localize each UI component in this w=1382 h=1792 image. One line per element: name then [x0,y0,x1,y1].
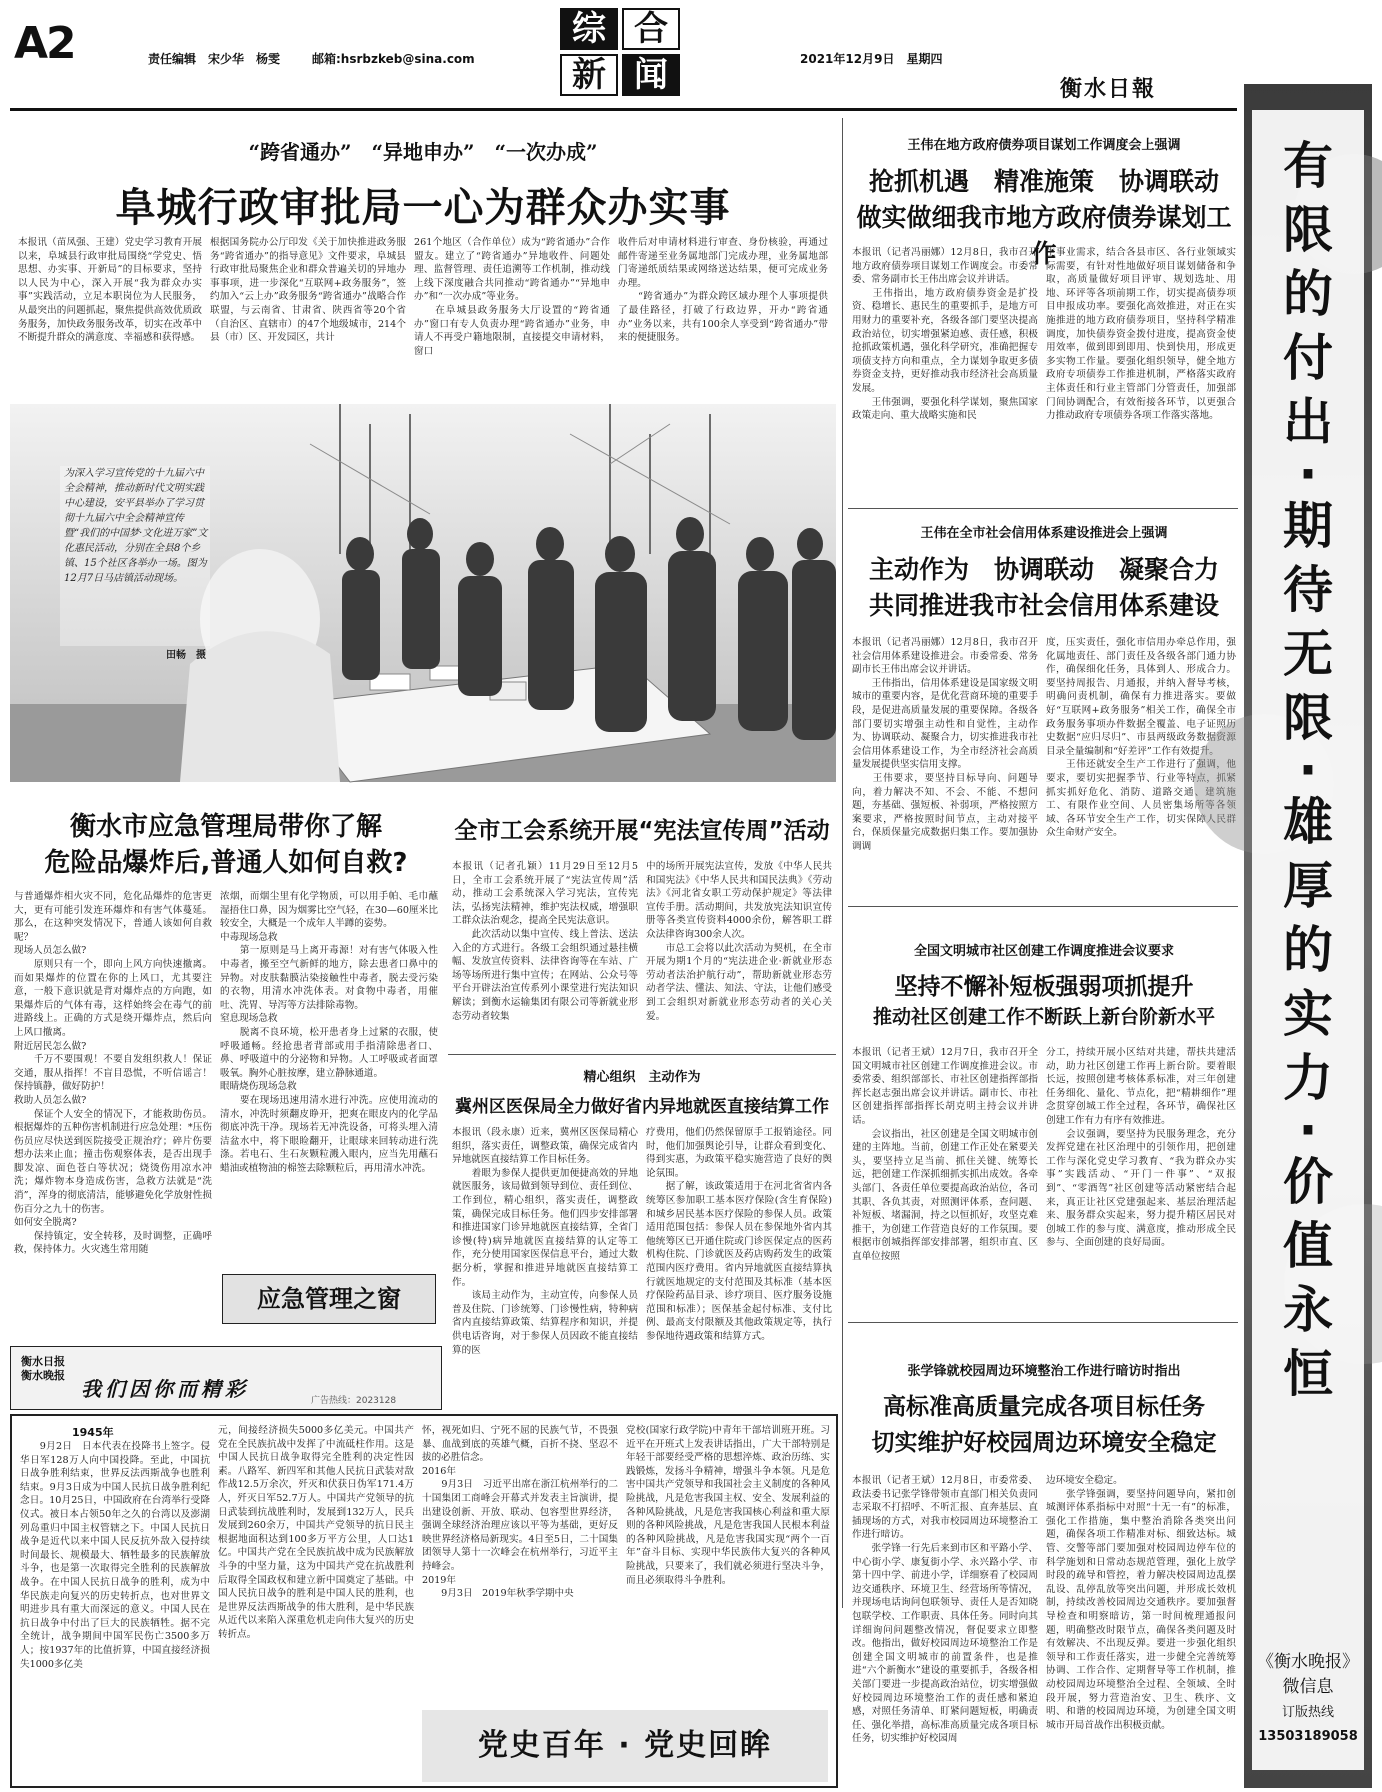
slogan-char: 厚 [1283,857,1333,915]
article-campus-kicker: 张学锋就校园周边环境整治工作进行暗访时指出 [907,1364,1181,1379]
ad-brand-daily: 衡水日报 [21,1355,65,1368]
article-emergency-col2: 浓烟，而烟尘里有化学物质，可以用手帕、毛巾蘸湿捂住口鼻，因为烟雾比空气轻，在30—60厘米比较安全，大概是一个成年人半蹲的姿势。 中毒现场急救 第一原则是马上离开毒源！对有害气体吸入性中毒者，搬至空气新鲜的地方，除去患者口鼻中的异物。对皮肤黏膜沾染接触性中毒者，脱去受污染的衣物，用清水冲洗体表。对食物中毒者，用催吐、洗胃、导泻等方法排除毒物。 窒息现场急救 脱离不良环境，松开患者身上过紧的衣服，使呼吸通畅。经抢患者背部或用手指清除患者口、鼻、呼吸道中的分泌物和异物。人工呼吸或者面罩吸氧。胸外心脏按摩，建立静脉通道。 眼睛烧伤现场急救 要在现场迅速用清水进行冲洗。应使用流动的清水，冲洗时须翻皮睁开，把爽在眼皮内的化学品彻底冲洗干净。现场若无冲洗设备，可将头埋入清洁盆水中，将下眼睑翻开，让眼球来回转动进行洗涤。若电石、生石灰颗粒溅入眼内，应当先用蘸石蜡油或植物油的棉签去除颗粒后，再用清水冲洗。 [220,891,438,1174]
section-char-2: 合 [622,8,680,50]
article-credit-col1: 本报讯（记者冯丽娜）12月8日，我市召开社会信用体系建设推进会。市委常委、常务副市长王伟出席会议并讲话。 王伟指出，信用体系建设是国家级文明城市的重要内容，是优化营商环境的重要手段，是促进高质量发展的重要保障。各级各部门要切实增强主动性和自觉性，主动作为、协调联动、凝聚合力，切实推进我市社会信用体系建设工作，为全市经济社会高质量发展提供坚实信用支撑。 王伟要求，要坚持目标导向、问题导向，着力解决不知、不会、不能、不想问题，夯基础、强短板、补弱项，严格按照方案要求，严格按照时间节点，主动对接平台，保质保量完成数据归集工作。要加强协调调 [852,637,1038,852]
slogan-char: 限 [1283,201,1333,259]
paper-ad [10,1346,442,1410]
article-fucheng-col3: 261个地区（合作单位）成为“跨省通办”合作盟友。建立了“跨省通办”异地收件、问题处理、监督管理、责任追溯等工作机制，推动线上线下深度融合共同推动“跨省通办”“异地申办”和“一次办成”等业务。 在阜城县政务服务大厅设置的“跨省通办”窗口有专人负责办理“跨省通办”业务，申请人不再受户籍地限制，直接提交申请材料，窗口 [414,237,610,357]
article-union-col2: 中的场所开展宪法宣传，发放《中华人民共和国宪法》《中华人民共和国民法典》《劳动法》《河北省女职工劳动保护规定》等法律宣传手册。活动期间，共发放宪法知识宣传册等各类宣传资料4000余份，解答职工群众法律咨询300余人次。 市总工会将以此次活动为契机，在全市开展为期1个月的“宪法进企业·新就业形态劳动者法治护航行动”，帮助新就业形态劳动者学法、懂法、知法、守法，让他们感受到工会组织对新就业形态劳动者的关心关爱。 [646,861,832,1022]
ad-hotline: 广告热线：2023128 [311,1396,397,1406]
side-ad-brand: 《衡水晚报》 [1257,1652,1359,1672]
section-logo [560,8,682,96]
article-community-title1: 坚持不懈补短板强弱项抓提升 [894,974,1194,1000]
article-union-col1: 本报讯（记者孔颖）11月29日至12月5日，全市工会系统开展了“宪法宣传周”活动，推动工会系统深入学习宪法，宣传宪法，弘扬宪法精神，维护宪法权威，增强职工群众法治观念，提高全民宪法意识。 此次活动以集中宣传、线上普法、送法入企的方式进行。各级工会组织通过悬挂横幅、发放宣传资料、法律咨询等在车站、广场等场所进行集中宣传；在网站、公众号等平台开辟法治宣传系列小课堂进行宪法知识解读；到衡水运输集团有限公司等新就业形态劳动者较集 [452,861,638,1022]
article-bonds-title1: 抢抓机遇 精准施策 协调联动 [868,167,1219,196]
slogan-char: 值 [1283,1217,1333,1275]
article-bonds-col1: 本报讯（记者冯丽娜）12月8日，我市召开地方政府债券项目谋划工作调度会。市委常委、常务副市长王伟出席会议并讲话。 王伟指出，地方政府债券资金是扩投资、稳增长、惠民生的重要抓手，是地方可用财力的重要补充，各级各部门要坚决提高政治站位，切实增强紧迫感、责任感，积极抢抓政策机遇，强化科学研究，准确把握专项债支持方向和重点，全力谋划争取更多债券资金支持，更好推动我市经济社会高质量发展。 王伟强调，要强化科学谋划，聚焦国家政策走向、重大战略实施和民 [852,247,1038,422]
slogan-char: 出 [1283,393,1333,451]
article-medical-title: 冀州区医保局全力做好省内异地就医直接结算工作 [455,1097,829,1117]
page-number: A2 [14,18,75,69]
article-emergency-title1: 衡水市应急管理局带你了解 [69,812,382,842]
history-year-1945: 1945年 [72,1426,114,1439]
slogan-char: 实 [1283,985,1333,1043]
slogan-char: 无 [1283,625,1333,683]
news-photo [10,404,836,782]
article-fucheng-col1: 本报讯（苗凤强、王建）党史学习教育开展以来，阜城县行政审批局围绕“学党史、悟思想、办实事、开新局”的目标要求，坚持以人民为中心，深入开展“我为群众办实事”实践活动，立足本职岗位为人民服务，从最突出的问题抓起，聚焦提供高效优质政务服务，加快政务服务改革，切实在改革中不断提升群众的满意度、幸福感和获得感。 [18,237,202,344]
slogan-char: 价 [1283,1153,1333,1211]
article-union-title: 全市工会系统开展“宪法宣传周”活动 [454,818,830,844]
emergency-window-label: 应急管理之窗 [257,1285,401,1313]
article-fucheng-col4: 收件后对申请材料进行审查、身份核验，再通过邮件寄递至业务属地部门完成办理，业务属地部门寄递纸质结果或网络送达结果，便可完成业务办理。 “跨省通办”为群众跨区域办理个人事项提供了最佳路径，打破了行政边界，开办“跨省通办”业务以来，共有100余人享受到“跨省通办”带来的便捷服务。 [618,237,828,344]
article-campus-col2: 边环境安全稳定。 张学锋强调，要坚持问题导向，紧扣创城测评体系指标中对照“十无一有”的标准，强化工作措施，集中整治消除各类突出问题，确保各项工作精准对标、细致达标。城管、交警等部门要加强对校园周边停车位的科学施划和日常动态规范管理，强化上放学时段的疏导和管控，着力解决校园周边乱摆乱设、乱停乱放等突出问题，并形成长效机制，持续改善校园周边交通秩序。要加强督导检查和明察暗访，第一时间梳理通报问题，明确整改时限节点，确保各类问题及时有效解决、不出现反弹。要进一步强化组织领导和工作责任落实，进一步健全完善统筹协调、工作合作、定期督导等工作机制，推动校园周边环境整治全过程、全领域、全时段开展，努力营造治安、卫生、秩序、文明、和谐的校园周边环境，为创建全国文明城市开局首战作出积极贡献。 [1046,1475,1236,1731]
article-union [448,790,836,1052]
article-campus-col1: 本报讯（记者王斌）12月8日，市委常委、政法委书记张学锋带领市直部门相关负责同志采取不打招呼、不听汇报、直奔基层、直插现场的方式，对我市校园周边环境整治工作进行暗访。 张学锋一行先后来到市区和平路小学、中心街小学、康复街小学、永兴路小学、市第十四中学、前进小学，详细察看了校园周边交通秩序、环境卫生、经营场所等情况，并现场电话询问包联领导、责任人是否知晓包联学校、工作职责、具体任务。同时向其详细询问问题整改情况，督促要求立即整改。他指出，做好校园周边环境整治工作是创建全国文明城市的前置条件，也是推进“六个新衡水”建设的重要抓手，各级各相关部门要进一步提高政治站位，切实增强做好校园周边环境整治工作的责任感和紧迫感，对照任务清单、盯紧问题短板，明确责任、强化举措，高标准高质量完成各项目标任务，切实维护好校园周 [852,1475,1038,1745]
article-medical [448,1058,836,1356]
article-medical-kicker: 精心组织 主动作为 [583,1070,701,1085]
article-medical-col1: 本报讯（段永康）近来，冀州区医保局精心组织，落实责任，调整政策，确保完成省内异地就医直接结算工作目标任务。 着眼为参保人提供更加便捷高效的异地就医服务，该局做到领导到位、责任到位、工作到位，精心组织，落实责任，调整政策，确保完成目标任务。他们四步安排部署和推进国家门诊异地就医直接结算，全省门诊慢(特)病异地就医直接结算的认定等工作，充分使用国家医保信息平台，通过大数据分析，掌握和推进异地就医直接结算工作。 该局主动作为，主动宣传，向参保人员普及住院、门诊统筹、门诊慢性病，特种病省内直接结算政策、结算程序和知识，并提供电话咨询，对于参保人员因政不能直接结算的医 [452,1127,638,1356]
article-credit-title2: 共同推进我市社会信用体系建设 [868,591,1219,620]
article-community-col1: 本报讯（记者王斌）12月7日，我市召开全国文明城市社区创建工作调度推进会议。市委常委、组织部部长、市社区创建指挥部指挥长赵志强出席会议并讲话。副市长、市社区创建指挥部指挥长胡克明主持会议并讲话。 会议指出，社区创建是全国文明城市创建的主阵地。当前，创建工作正处在紧要关头，要坚持立足当前、抓住关键、统筹长远，把创建工作深抓细抓实抓出成效。各牵头部门、各责任单位要提高政治站位，各司其职、各负其责，对照测评体系，查问题、补短板、堵漏洞，持之以恒抓好，攻坚克难推干，为创建工作营造良好的工作氛围。要根据市创城指挥部安排部署，组织市直、区直单位按照 [852,1047,1038,1262]
slogan-dot: · [1298,741,1318,799]
slogan-dot: · [1298,1101,1318,1159]
divider-community [848,1322,1238,1323]
side-ad-panel [1252,110,1364,1770]
side-ad-hotline-label: 订版热线 [1281,1705,1334,1720]
history-col1: 9月2日 日本代表在投降书上签字。侵华日军128万人向中国投降。至此，中国抗日战争胜利结束，世界反法西斯战争也胜利结束。9月3日成为中国人民抗日战争胜利纪念日。10月25日，中国政府在台湾举行受降仪式。被日本占领50年之久的台湾以及澎湖列岛重归中国主权管辖之下。中国人民抗日战争是近代以来中国人民反抗外敌入侵持续时间最长、规模最大、牺牲最多的民族解放斗争，也是第一次取得完全胜利的民族解放战争。在中国人民抗日战争的胜利，成为中华民族走向复兴的历史转折点，也对世界文明进步具有重大而深远的意义。中国人民在抗日战争中付出了巨大的民族牺牲。据不完全统计，战争期间中国军民伤亡3500多万人；按1937年的比值折算，中国直接经济损失1000多亿美 [20,1441,210,1670]
article-campus-title1: 高标准高质量完成各项目标任务 [883,1394,1205,1420]
email-line: 邮箱:hsrbzkeb@sina.com [312,52,475,66]
slogan-char: 期 [1283,497,1333,555]
ad-brand-evening: 衡水晚报 [21,1369,65,1382]
slogan-char: 付 [1283,329,1333,387]
article-bonds-title2: 做实做细我市地方政府债券谋划工作 [856,203,1232,268]
masthead-rule [10,108,1237,111]
divider-union [448,1054,836,1055]
slogan-char: 永 [1283,1281,1333,1339]
slogan-char: 力 [1283,1049,1333,1107]
section-char-3: 新 [560,54,618,96]
divider-credit [848,906,1238,907]
section-char-4: 闻 [622,54,680,96]
article-medical-col2: 疗费用，他们仍然保留原手工报销途径。同时，他们加强舆论引导，让群众看到变化、得到实惠，为政策平稳实施营造了良好的舆论氛围。 据了解，该政策适用于在河北省省内各统筹区参加职工基本医疗保险(含生育保险)和城乡居民基本医疗保险的参保人员。政策适用范围包括：参保人员在参保地外省内其他统筹区已开通住院或门诊医保定点的医药机构住院、门诊就医及药店购药发生的政策范围内医疗费用。省内异地就医直接结算执行就医地规定的支付范围及其标准（基本医疗保险药品目录、诊疗项目、医疗服务设施范围和标准）；医保基金起付标准、支付比例、最高支付限额及其他政策规定等，执行参保地待遇政策和结算方式。 [646,1127,832,1342]
article-campus-title2: 切实维护好校园周边环境安全稳定 [871,1430,1217,1456]
article-community [848,910,1240,1320]
article-emergency [10,790,442,1338]
history-col4: 党校(国家行政学院)中青年干部培训班开班。习近平在开班式上发表讲话指出，广大干部特别是年轻干部要经受严格的思想淬炼、政治历练、实践锻炼，发扬斗争精神，增强斗争本领。凡是危害中国共产党领导和我国社会主义制度的各种风险挑战，凡是危害我国主权、安全、发展利益的各种风险挑战，凡是危害我国核心利益和重大原则的各种风险挑战，凡是危害我国人民根本利益的各种风险挑战，凡是危害我国实现“两个一百年”奋斗目标、实现中华民族伟大复兴的各种风险挑战，只要来了，我们就必须进行坚决斗争，而且必须取得斗争胜利。 [626,1425,830,1586]
article-fucheng [10,118,836,398]
article-credit-title1: 主动作为 协调联动 凝聚合力 [868,555,1219,584]
article-community-title2: 推动社区创建工作不断跃上新台阶新水平 [872,1006,1215,1028]
article-emergency-col1: 与普通爆炸相火灾不同，危化品爆炸的危害更大，更有可能引发连环爆炸和有害气体蔓延。那么，在这种突发情况下，普通人该如何自救呢？ 现场人员怎么做? 原则只有一个，即向上风方向快速撤离。而如果爆炸的位置在你的上风口，尤其要注意，一般下意识就是背对爆炸点的方向跑，如果爆炸后的气体有毒，这样始终会在毒气的前进路线上。正确的方式是绕开爆炸点，然后向上风口撤离。 附近居民怎么做? 千万不要围观！不要自发组织救人！保证交通，服从指挥！不盲目恐慌，不听信谣言！保持镇静，做好防护！ 救助人员怎么做? 保证个人安全的情况下，才能救助伤员。根据爆炸的五种伤害机制进行应急处理：*压伤伤员应尽快送到医院接受正规治疗；碎片伤要想办法来止血；撞击伤观察体表，是否出现手脚发凉、面色苍白等状况；烧烫伤用凉水冲洗；爆炸物本身造成伤害，急救方法就是“洗消”，浑身的彻底清洁，能够避免化学放射性损伤百分之九十的伤害。 如何安全脱离? 保持镇定，安全转移，及时调整，正确呼救，保持体力。火灾逃生常用随 [14,891,212,1256]
article-credit-kicker: 王伟在全市社会信用体系建设推进会上强调 [920,526,1168,541]
side-ad [1244,84,1372,1788]
slogan-char: 雄 [1283,793,1333,851]
editors-line: 责任编辑 宋少华 杨雯 [148,52,281,66]
article-bonds-kicker: 王伟在地方政府债券项目谋划工作调度会上强调 [907,138,1181,153]
slogan-char: 待 [1283,561,1333,619]
masthead [0,0,1382,100]
slogan-char: 有 [1283,137,1333,195]
article-fucheng-col2: 根据国务院办公厅印发《关于加快推进政务服务“跨省通办”的指导意见》文件要求，阜城县行政审批局聚焦企业和群众普遍关切的异地办事事项，进一步深化“互联网+政务服务”，签约加入“云上办”政务服务“跨省通办”战略合作联盟，与云南省、甘肃省、陕西省等20个省（自治区、直辖市）的47个地级城市，214个县（市）区、开发园区，共计 [210,237,406,344]
side-ad-footer [1252,1650,1364,1748]
article-community-col2: 分工，持续开展小区结对共建，帮扶共建活动，助力社区创建工作再上新台阶。要着眼长远，按照创建考核体系标准，对三年创建任务细化、量化、节点化，把“精耕细作”理念贯穿创城工作全过程，各环节，确保社区创建工作有力有序有效推进。 会议强调，要坚持为民服务理念，充分发挥党建在社区治理中的引领作用，把创建工作与深化党史学习教育、“我为群众办实事”实践活动、“开门一件事”、“双报到”、“零酒驾”社区创建等活动紧密结合起来，真正让社区党建强起来、基层治理活起来、服务群众实起来，努力提升精区居民对创城工作的参与度、满意度，推动形成全民参与、全面创建的良好局面。 [1046,1047,1236,1249]
slogan-char: 的 [1283,265,1333,323]
slogan-char: 限 [1283,689,1333,747]
slogan-dot: · [1298,445,1318,503]
paper-name: 衡水日報 [1060,76,1157,102]
article-credit [848,512,1240,904]
photo-credit: 田畅 摄 [166,650,206,661]
article-emergency-title2: 危险品爆炸后,普通人如何自救? [44,848,408,878]
article-fucheng-title: 阜城行政审批局一心为群众办实事 [115,185,731,231]
history-box [10,1414,838,1788]
slogan-char: 的 [1283,921,1333,979]
history-col3: 怀，视死如归、宁死不屈的民族气节，不畏强暴、血战到底的英雄气概，百折不挠、坚忍不拔的必胜信念。 2016年 9月3日 习近平出席在浙江杭州举行的二十国集团工商峰会开幕式并发表主旨演讲，提出建设创新、开放、联动、包容型世界经济，强调全球经济治理应该以平等为基础，更好反映世界经济格局新现实。4日至5日，二十国集团领导人第十一次峰会在杭州举行，习近平主持峰会。 2019年 9月3日 2019年秋季学期中央 [422,1425,618,1600]
article-campus [848,1326,1240,1792]
article-fucheng-kicker: “跨省通办” “异地申办” “一次办成” [248,140,598,164]
article-credit-col2: 度，压实责任，强化市信用办牵总作用，强化属地责任、部门责任及各级各部门通力协作，确保细化任务，具体到人、形成合力。要坚持周报告、月通报，并纳入督导考核，明确问责机制，确保有力推进落实。要做好“互联网+政务服务”相关工作，确保全市政务服务事项办件数据全覆盖、电子证照历史数据“应归尽归”、市县两级政务数据资源目录全量编制和“好差评”工作有效提升。 王伟还就安全生产工作进行了强调，他要求，要切实把握季节、行业等特点，抓紧抓实抓好危化、消防、道路交通、建筑施工、有限作业空间、人员密集场所等各领域、各环节安全生产工作，切实保障人民群众生命财产安全。 [1046,637,1236,839]
photo-caption: 为深入学习宣传党的十九届六中全会精神，推动新时代文明实践中心建设，安平县举办了学习贯彻十九届六中全会精神宣传暨“我们的中国梦·文化进万家”文化惠民活动，分别在全县8个乡镇、15个社区各举办一场。图为12月7日马店镇活动现场。 [64,468,208,584]
history-col2: 元，间接经济损失5000多亿美元。中国共产党在全民族抗战中发挥了中流砥柱作用。这是中国人民抗日战争取得完全胜利的决定性因素。八路军、新四军和其他人民抗日武装对敌作战12.5万余次，歼灭和伏获日伪军171.4万人，歼灭日军52.7万人。中国共产党领导的抗日武装到抗战胜利时，发展到132万人，民兵发展到260余万，中国共产党领导的抗日民主根据地面积达到100多万平方公里，人口达1亿。中国共产党在全民族抗战中成为民族解放斗争的中坚力量，这为中国共产党在抗战胜利后取得全国政权和建立新中国奠定了基础。中国人民抗日战争的胜利是中国人民的胜利，也是世界反法西斯战争的伟大胜利，是中华民族从近代以来陷入深重危机走向伟大复兴的历史转折点。 [218,1425,414,1640]
section-char-1: 综 [560,8,618,50]
side-ad-sub: 微信息 [1282,1677,1334,1697]
issue-date: 2021年12月9日 星期四 [800,52,943,66]
emergency-window-box [222,1274,436,1324]
column-divider [842,118,843,1608]
side-ad-hotline: 13503189058 [1258,1729,1358,1744]
history-banner: 党史百年 · 党史回眸 [477,1728,773,1763]
article-bonds [848,118,1240,508]
article-community-kicker: 全国文明城市社区创建工作调度推进会议要求 [913,944,1174,959]
side-ad-slogan [1252,134,1364,1406]
divider-bonds [848,508,1238,509]
slogan-char: 恒 [1283,1345,1333,1403]
photo-caption-box [60,466,210,661]
history-banner-box [422,1710,828,1782]
ad-slogan: 我们因你而精彩 [81,1377,249,1401]
article-bonds-col2: 生事业需求，结合各县市区、各行业领域实际需要，有针对性地做好项目谋划储备和争取，高质量做好项目评审、规划选址、用地、环评等各项前期工作，切实提高债券项目申报成功率。要强化高效推进，对正在实施推进的地方政府债券项目，坚持科学精准调度，加快债券资金拨付进度，提高资金使用效率，做到即到即用、快到快用，形成更多实物工作量。要强化组织领导，健全地方政府专项债券工作推进机制，严格落实政府主体责任和行业主管部门分管责任，加强部门间协调配合，有效衔接各环节，以更强合力推动政府专项债券各项工作落实落地。 [1046,247,1236,422]
